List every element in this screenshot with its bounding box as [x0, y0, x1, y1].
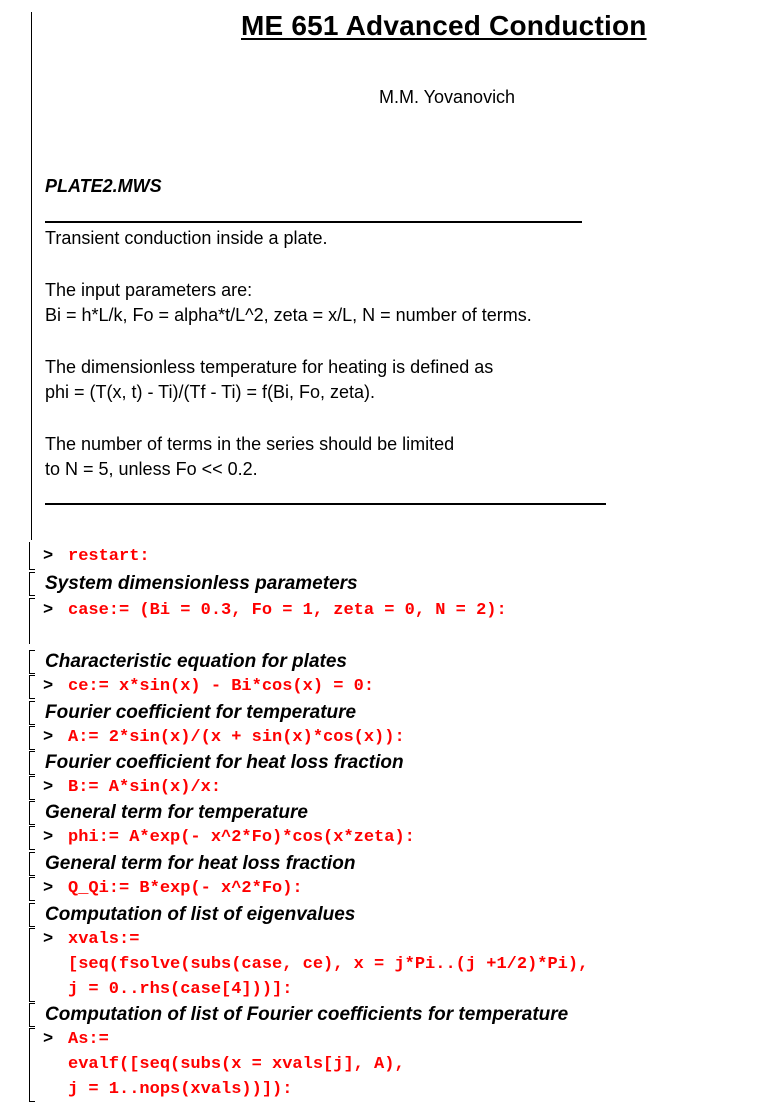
worksheet-filename: PLATE2.MWS [45, 176, 162, 196]
execution-group-B[interactable] [29, 776, 769, 800]
restart-command[interactable]: restart: [68, 547, 150, 566]
group-bracket [29, 701, 35, 725]
section-characteristic-equation[interactable] [29, 650, 769, 674]
section-heading: Characteristic equation for plates [45, 651, 347, 672]
group-bracket [29, 650, 35, 674]
section-general-heat-loss[interactable] [29, 852, 769, 876]
input-prompt: > [43, 1030, 54, 1049]
input-prompt: > [43, 728, 54, 747]
section-general-temperature[interactable] [29, 801, 769, 825]
group-bracket [29, 852, 35, 876]
group-bracket [29, 903, 35, 927]
section-fourier-temperature[interactable] [29, 701, 769, 725]
section-heading: System dimensionless parameters [45, 573, 358, 594]
group-bracket [29, 572, 35, 596]
group-bracket [29, 726, 35, 750]
section-fourier-heat-loss[interactable] [29, 751, 769, 775]
execution-group-Q[interactable] [29, 877, 769, 901]
execution-group-A[interactable] [29, 726, 769, 750]
execution-group-As[interactable] [29, 1028, 769, 1102]
input-prompt: > [43, 547, 54, 566]
divider-bottom [45, 503, 606, 505]
intro-line-4: The dimensionless temperature for heating is defined as [45, 357, 494, 377]
group-bracket [29, 1003, 35, 1027]
section-eigenvalues[interactable] [29, 903, 769, 927]
section-heading: Computation of list of Fourier coefficients for temperature [45, 1004, 569, 1025]
input-prompt: > [43, 778, 54, 797]
group-bracket [29, 928, 35, 1002]
section-heading: General term for temperature [45, 802, 308, 823]
execution-group-restart[interactable] [29, 542, 769, 570]
group-bracket [29, 877, 35, 901]
group-bracket [29, 751, 35, 775]
input-prompt: > [43, 930, 54, 949]
page-title: ME 651 Advanced Conduction [241, 10, 647, 41]
group-bracket [29, 542, 35, 570]
xvals-command-line-3[interactable]: j = 0..rhs(case[4]))]: [68, 980, 293, 999]
intro-line-2: The input parameters are: [45, 280, 253, 300]
As-command-line-1[interactable]: As:= [68, 1030, 109, 1049]
intro-line-1: Transient conduction inside a plate. [45, 228, 328, 248]
execution-group-phi[interactable] [29, 826, 769, 850]
section-heading: Fourier coefficient for heat loss fraction [45, 752, 404, 773]
group-bracket [29, 598, 35, 644]
ce-command[interactable]: ce:= x*sin(x) - Bi*cos(x) = 0: [68, 677, 375, 696]
group-bracket [29, 675, 35, 699]
section-heading: Fourier coefficient for temperature [45, 702, 357, 723]
As-command-line-3[interactable]: j = 1..nops(xvals))]): [68, 1080, 293, 1099]
intro-line-5: phi = (T(x, t) - Ti)/(Tf - Ti) = f(Bi, Fo, zeta). [45, 382, 376, 402]
input-prompt: > [43, 601, 54, 620]
input-prompt: > [43, 879, 54, 898]
section-system-parameters[interactable] [29, 572, 769, 596]
xvals-command-line-2[interactable]: [seq(fsolve(subs(case, ce), x = j*Pi..(j +1/2)*Pi), [68, 955, 589, 974]
As-command-line-2[interactable]: evalf([seq(subs(x = xvals[j], A), [68, 1055, 405, 1074]
group-bracket [29, 776, 35, 800]
divider-top [45, 221, 582, 223]
phi-command[interactable]: phi:= A*exp(- x^2*Fo)*cos(x*zeta): [68, 828, 415, 847]
section-heading: General term for heat loss fraction [45, 853, 356, 874]
group-bracket [29, 1028, 35, 1102]
intro-line-7: to N = 5, unless Fo << 0.2. [45, 459, 258, 479]
author-name: M.M. Yovanovich [379, 87, 516, 107]
group-bracket [29, 826, 35, 850]
section-fourier-coefficients-list[interactable] [29, 1003, 769, 1027]
group-bracket [29, 801, 35, 825]
document-margin-line [31, 12, 32, 540]
input-prompt: > [43, 677, 54, 696]
execution-group-ce[interactable] [29, 675, 769, 699]
execution-group-xvals[interactable] [29, 928, 769, 1002]
A-command[interactable]: A:= 2*sin(x)/(x + sin(x)*cos(x)): [68, 728, 405, 747]
B-command[interactable]: B:= A*sin(x)/x: [68, 778, 222, 797]
xvals-command-line-1[interactable]: xvals:= [68, 930, 140, 949]
execution-group-case[interactable] [29, 598, 769, 644]
section-heading: Computation of list of eigenvalues [45, 904, 356, 925]
Q-command[interactable]: Q_Qi:= B*exp(- x^2*Fo): [68, 879, 303, 898]
case-command[interactable]: case:= (Bi = 0.3, Fo = 1, zeta = 0, N = 2): [68, 601, 507, 620]
intro-line-3: Bi = h*L/k, Fo = alpha*t/L^2, zeta = x/L, N = number of terms. [45, 305, 532, 325]
intro-line-6: The number of terms in the series should be limited [45, 434, 455, 454]
input-prompt: > [43, 828, 54, 847]
